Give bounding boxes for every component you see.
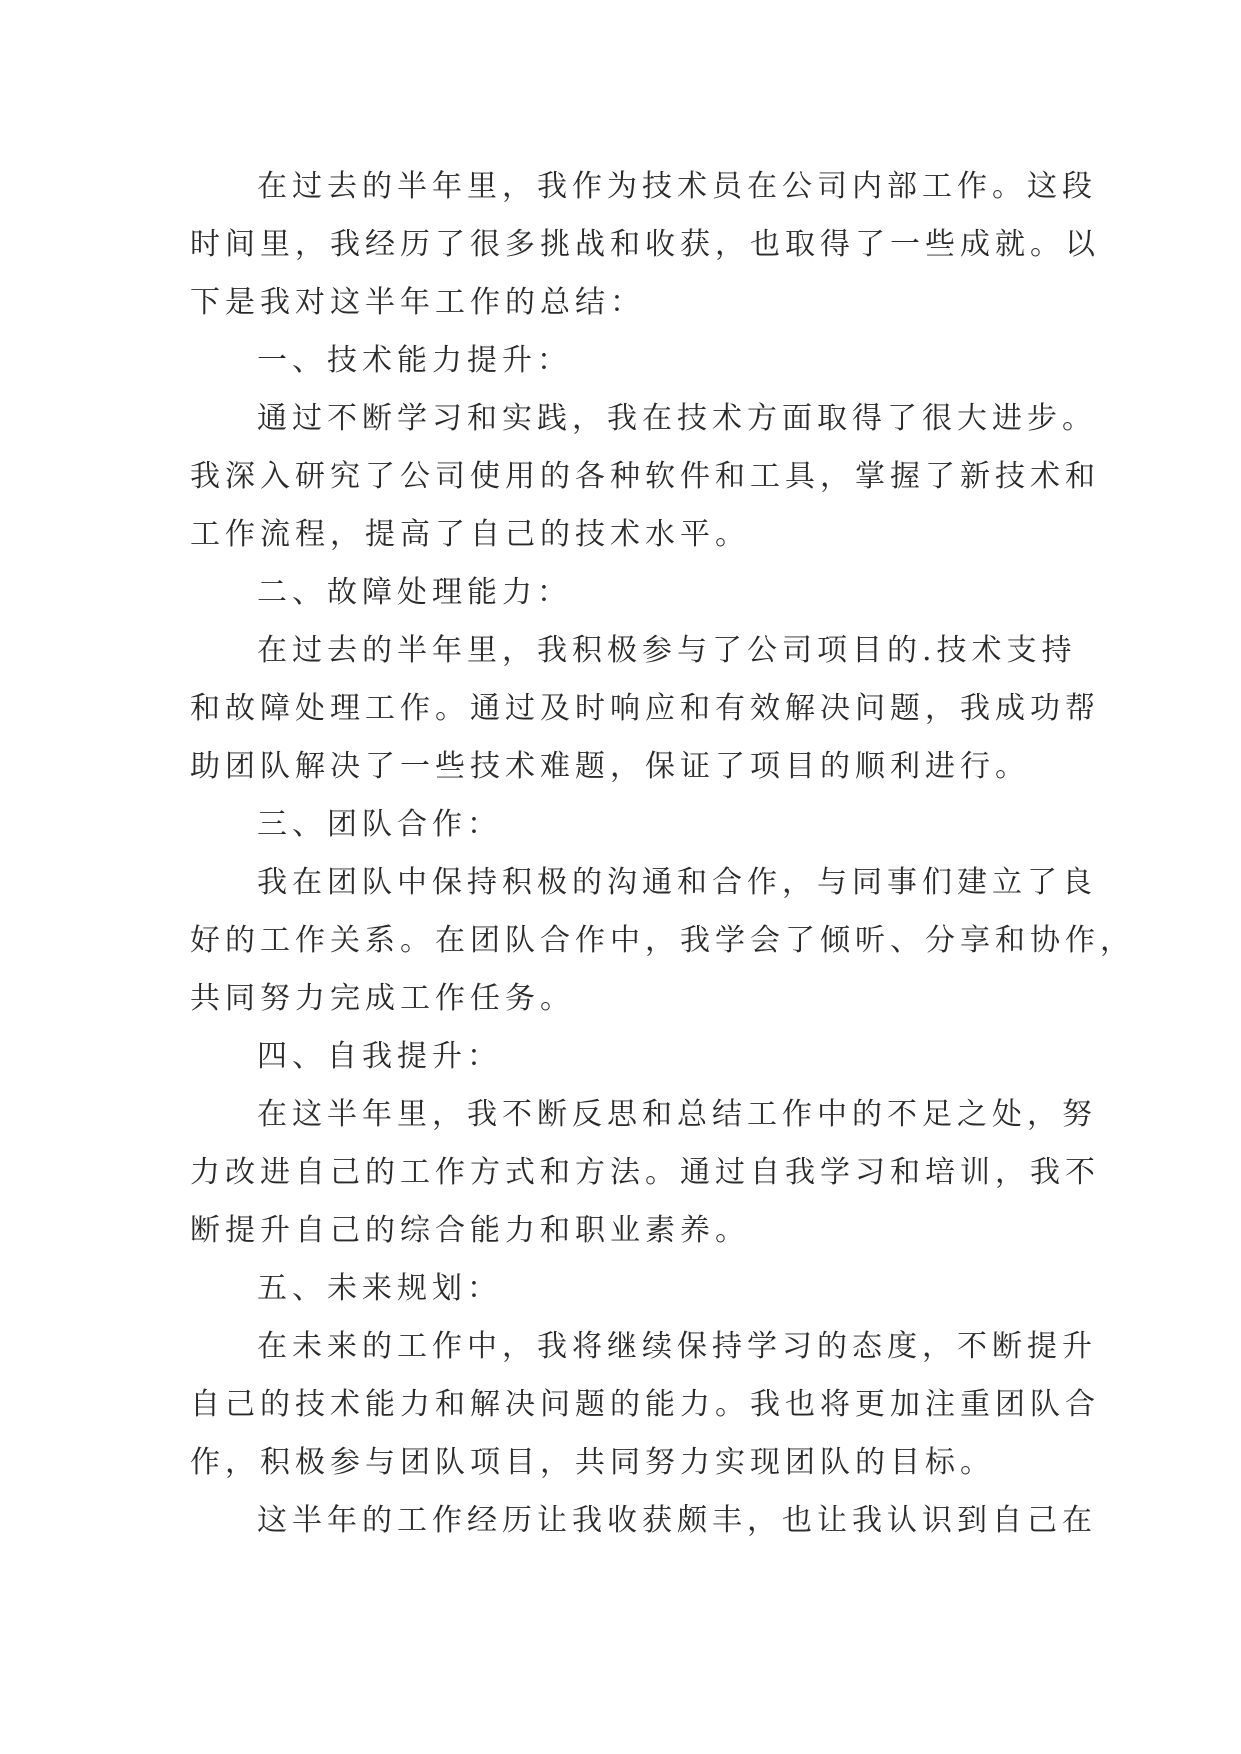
paragraph-intro-line-3: 下是我对这半年工作的总结： — [190, 285, 645, 320]
paragraph-intro-line-2: 时间里，我经历了很多挑战和收获，也取得了一些成就。以 — [190, 227, 1100, 262]
paragraph-3-line-3: 共同努力完成工作任务。 — [190, 981, 575, 1016]
section-heading-2: 二、故障处理能力： — [257, 575, 572, 610]
paragraph-closing-line-1: 这半年的工作经历让我收获颇丰，也让我认识到自己在 — [257, 1503, 1097, 1538]
paragraph-1-line-1: 通过不断学习和实践，我在技术方面取得了很大进步。 — [257, 401, 1097, 436]
paragraph-5-line-3: 作，积极参与团队项目，共同努力实现团队的目标。 — [190, 1445, 995, 1480]
section-heading-4: 四、自我提升： — [257, 1039, 502, 1074]
paragraph-intro-line-1: 在过去的半年里，我作为技术员在公司内部工作。这段 — [257, 169, 1097, 204]
section-heading-3: 三、团队合作： — [257, 807, 502, 842]
paragraph-4-line-1: 在这半年里，我不断反思和总结工作中的不足之处，努 — [257, 1097, 1097, 1132]
paragraph-1-line-2: 我深入研究了公司使用的各种软件和工具，掌握了新技术和 — [190, 459, 1100, 494]
paragraph-4-line-3: 断提升自己的综合能力和职业素养。 — [190, 1213, 750, 1248]
paragraph-5-line-1: 在未来的工作中，我将继续保持学习的态度，不断提升 — [257, 1329, 1097, 1364]
section-heading-1: 一、技术能力提升： — [257, 343, 572, 378]
paragraph-2-line-2: 和故障处理工作。通过及时响应和有效解决问题，我成功帮 — [190, 691, 1100, 726]
paragraph-3-line-1: 我在团队中保持积极的沟通和合作，与同事们建立了良 — [257, 865, 1097, 900]
document-body — [190, 158, 1135, 1550]
section-heading-5: 五、未来规划： — [257, 1271, 502, 1306]
paragraph-1-line-3: 工作流程，提高了自己的技术水平。 — [190, 517, 750, 552]
paragraph-4-line-2: 力改进自己的工作方式和方法。通过自我学习和培训，我不 — [190, 1155, 1100, 1190]
paragraph-2-line-1: 在过去的半年里，我积极参与了公司项目的.技术支持 — [257, 633, 1077, 668]
paragraph-3-line-2: 好的工作关系。在团队合作中，我学会了倾听、分享和协作， — [190, 923, 1135, 958]
paragraph-2-line-3: 助团队解决了一些技术难题，保证了项目的顺利进行。 — [190, 749, 1030, 784]
paragraph-5-line-2: 自己的技术能力和解决问题的能力。我也将更加注重团队合 — [190, 1387, 1100, 1422]
